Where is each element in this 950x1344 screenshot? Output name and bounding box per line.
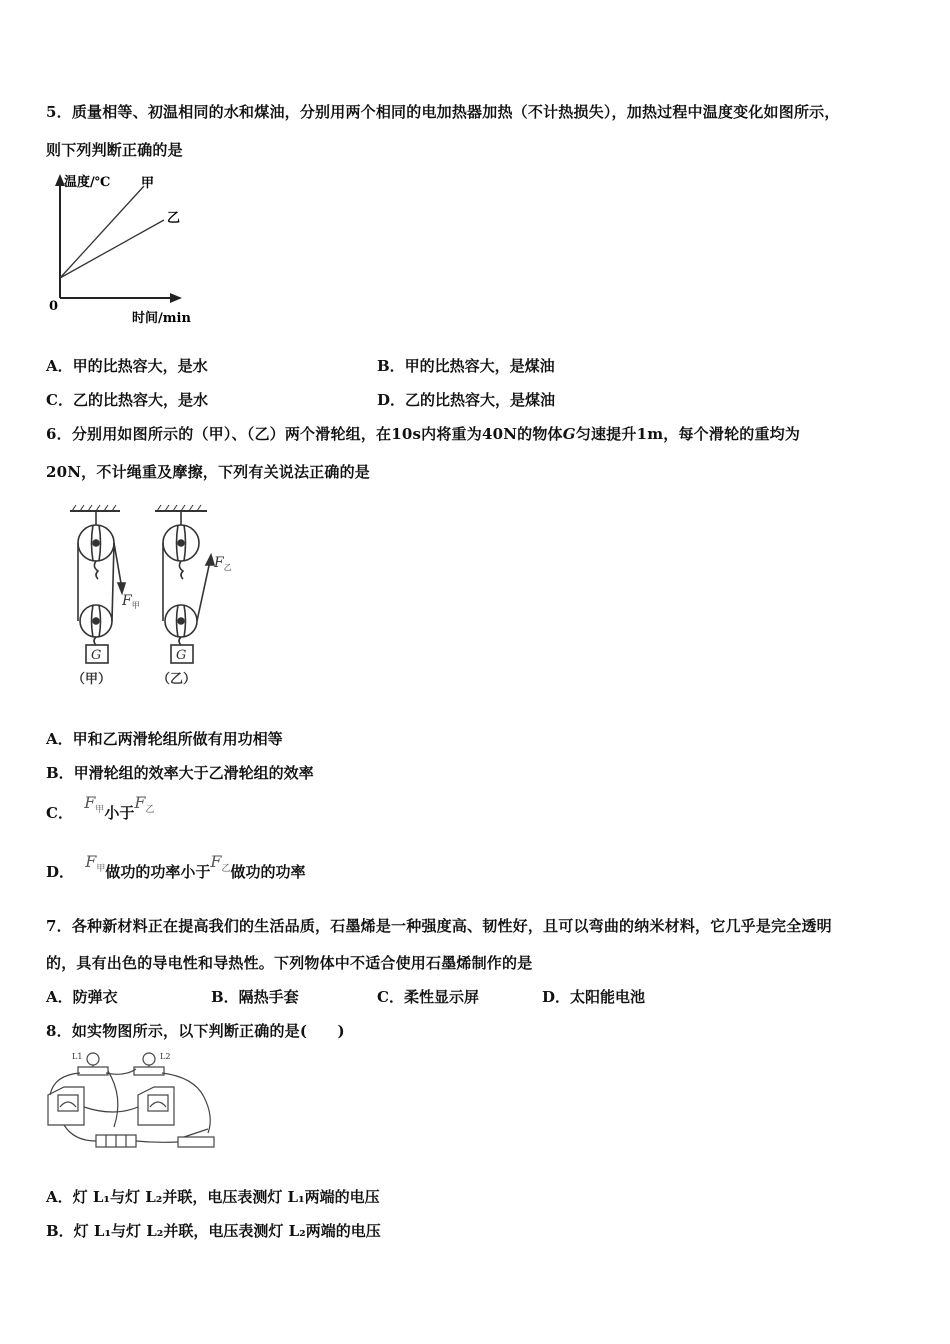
symbol-f-jia: $F_甲$ [85, 852, 106, 875]
graph-origin: 0 [49, 299, 59, 314]
q6-pulley-figure [60, 503, 260, 693]
q8-option-b[interactable]: B．灯 L₁与灯 L₂并联，电压表测灯 L₂两端的电压 [46, 1222, 381, 1240]
q7-option-c[interactable]: C．柔性显示屏 [377, 988, 479, 1006]
label-l1: L1 [72, 1052, 83, 1061]
q6-option-b[interactable]: B．甲滑轮组的效率大于乙滑轮组的效率 [46, 764, 314, 782]
q6-option-d[interactable]: D． $F_甲$做功的功率小于$F_乙$做功的功率 [46, 852, 306, 881]
q5-stem-line2: 则下列判断正确的是 [46, 141, 183, 159]
caption-jia: （甲） [72, 672, 112, 687]
q6-option-a[interactable]: A．甲和乙两滑轮组所做有用功相等 [46, 730, 283, 748]
q6-stem-line2: 20N，不计绳重及摩擦，下列有关说法正确的是 [46, 463, 370, 481]
q7-option-d[interactable]: D．太阳能电池 [542, 988, 646, 1006]
q7-stem-line1: 7．各种新材料正在提高我们的生活品质，石墨烯是一种强度高、韧性好，且可以弯曲的纳米材料，它几乎是完全透明 [46, 917, 832, 935]
symbol-f-yi: $F_乙$ [134, 793, 155, 816]
caption-yi: （乙） [157, 672, 197, 687]
weight-label-jia: G [91, 648, 102, 663]
q6-option-c[interactable]: C． $F_甲$小于$F_乙$ [46, 793, 155, 822]
label-l2: L2 [160, 1052, 171, 1061]
force-label-yi: $F_乙$ [214, 555, 232, 572]
bulb-l1 [78, 1053, 108, 1075]
force-label-jia: $F_甲$ [122, 593, 140, 610]
q5-temperature-graph [44, 170, 214, 330]
q5-option-d[interactable]: D．乙的比热容大，是煤油 [377, 391, 556, 409]
q7-option-b[interactable]: B．隔热手套 [211, 988, 299, 1006]
graph-line-yi [60, 220, 164, 278]
q5-stem-line1: 5．质量相等、初温相同的水和煤油，分别用两个相同的电加热器加热（不计热损失），加热过程中温度变化如图所示， [46, 103, 840, 121]
graph-xlabel: 时间/min [132, 311, 191, 326]
graph-ylabel: 温度/℃ [64, 175, 111, 190]
q8-option-a[interactable]: A．灯 L₁与灯 L₂并联，电压表测灯 L₁两端的电压 [46, 1188, 380, 1206]
symbol-f-jia: $F_甲$ [84, 793, 105, 816]
weight-label-yi: G [176, 648, 187, 663]
q8-circuit-figure [44, 1047, 224, 1157]
graph-line-jia-label: 甲 [141, 176, 155, 191]
q7-option-a[interactable]: A．防弹衣 [46, 988, 118, 1006]
q7-stem-line2: 的，具有出色的导电性和导热性。下列物体中不适合使用石墨烯制作的是 [46, 954, 533, 972]
ceiling-right [155, 505, 207, 511]
q5-option-a[interactable]: A．甲的比热容大，是水 [46, 357, 208, 375]
battery [96, 1135, 136, 1147]
graph-line-yi-label: 乙 [167, 211, 181, 226]
pulley-system-jia [78, 511, 125, 663]
meter-left [48, 1087, 84, 1125]
meter-right [138, 1087, 174, 1125]
ceiling-left [70, 505, 120, 511]
symbol-f-yi: $F_乙$ [210, 852, 231, 875]
q5-option-c[interactable]: C．乙的比热容大，是水 [46, 391, 208, 409]
q8-stem-line1: 8．如实物图所示，以下判断正确的是( ) [46, 1022, 345, 1040]
q5-option-b[interactable]: B．甲的比热容大，是煤油 [377, 357, 555, 375]
pulley-system-yi [163, 511, 214, 663]
graph-line-jia [60, 186, 144, 278]
q6-stem-line1: 6．分别用如图所示的（甲）、（乙）两个滑轮组，在10s内将重为40N的物体G匀速提升1m，每个滑轮的重均为 [46, 425, 801, 443]
